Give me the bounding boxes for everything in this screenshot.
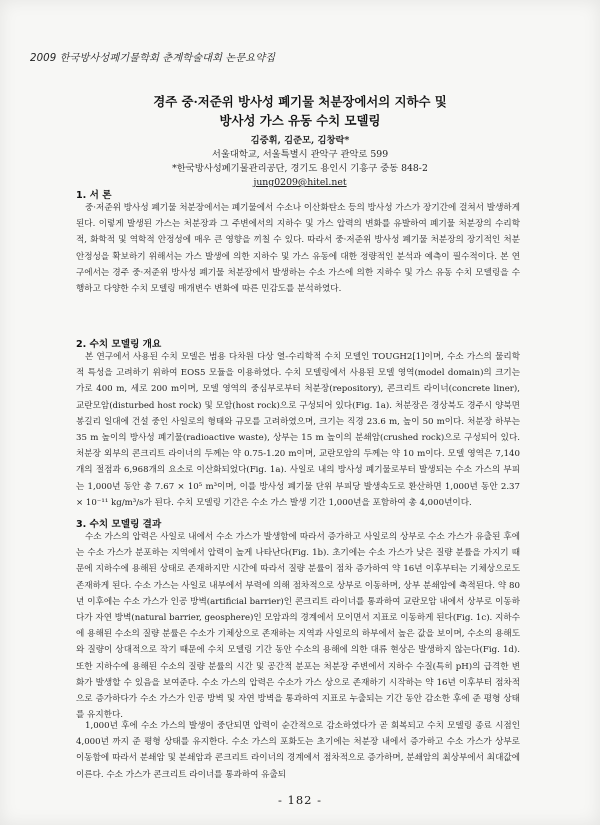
affiliation-1: 서울대학교, 서울특별시 관악구 관악로 599 (211, 149, 389, 160)
introduction-paragraph: 중·저준위 방사성 폐기물 처분장에서는 폐기물에서 수소나 이산화탄소 등의 방사성 가스가 장기간에 걸쳐서 발생하게 된다. 이렇게 발생된 가스는 처분장과 그 주변에서의 지하수 및 가스 압력의 변화를 유발하여 폐기물 처분장의 수리학적, 화학적 및 역학적 안정성에 매우 큰 영향을 끼칠 수 있다. 따라서 중·저준위 방사성 폐기물 처분장의 장기적인 처분 안정성을 확보하기 위해서는 가스 발생에 의한 지하수 및 가스 유동에 대한 정량적인 분석과 예측이 필수적이다. 본 연구에서는 경주 중·저준위 방사성 폐기물 처분장에서 발생하는 수소 가스에 의한 지하수 및 가스 유동 수치 모델링을 수행하고 다양한 수치 모델링 매개변수 변화에 따른 민감도를 분석하였다. (76, 203, 520, 295)
running-header: 2009 한국방사성폐기물학회 춘계학술대회 논문요약집 (30, 53, 276, 64)
page-number: - 182 - (277, 793, 323, 807)
results-paragraph-1: 수소 가스의 압력은 사일로 내에서 수소 가스가 발생함에 따라서 증가하고 사일로의 상부로 수소 가스가 유출된 후에는 수소 가스가 분포하는 지역에서 압력이 높게 나타난다(Fig. 1b). 초기에는 수소 가스가 낮은 질량 분률을 가지기 때문에 지하수에 용해된 상태로 존재하지만 시간에 따라서 질량 분률이 점차 증가하여 약 16년 이후부터는 기체상으로도 존재하게 된다. 수소 가스는 사일로 내부에서 부력에 의해 점차적으로 상부로 이동하며, 상부 분쇄암에 축적된다. 약 80년 이후에는 수소 가스가 인공 방벽(artificial barrier)인 콘크리트 라이너를 통과하여 교란모암 내에서 상부로 이동하다가 자연 방벽(natural barrier, geosphere)인 모암과의 경계에서 모이면서 지표로 이동하게 된다(Fig. 1c). 지하수에 용해된 수소의 질량 분률은 수소가 기체상으로 존재하는 지역과 사일로의 하부에서 높은 값을 보이며, 수소의 용해도와 질량이 상대적으로 작기 때문에 수치 모델링 기간 동안 수소의 용해에 의한 대류 현상은 발생하지 않는다(Fig. 1d). 또한 지하수에 용해된 수소의 질량 분률의 시간 및 공간적 분포는 처분장 주변에서 지하수 수질(특히 pH)의 급격한 변화가 발생할 수 있음을 보여준다. 수소 가스의 압력은 수소가 가스 상으로 존재하기 시작하는 약 16년 이후부터 점차적으로 증가하다가 수소 가스가 인공 방벽 및 자연 방벽을 통과하여 지표로 누출되는 기간 동안 감소한 후에 준 평형 상태를 유지한다. (76, 532, 520, 721)
model-overview-paragraph: 본 연구에서 사용된 수치 모델은 범용 다차원 다상 열-수리학적 수치 모델인 TOUGH2[1]이며, 수소 가스의 물리학적 특성을 고려하기 위하여 EOS5 모듈을 이용하였다. 수치 모델링에서 사용된 모델 영역(model domain)의 크기는 가로 400 m, 세로 200 m이며, 모델 영역의 중심부로부터 처분장(repository), 콘크리트 라이너(concrete liner), 교란모암(disturbed host rock) 및 모암(host rock)으로 구성되어 있다(Fig. 1a). 처분장은 경상북도 경주시 양북면 봉길리 일대에 건설 중인 사일로의 형태와 규모를 고려하였으며, 크기는 직경 23.6 m, 높이 50 m이다. 처분장 하부는 35 m 높이의 방사성 폐기물(radioactive waste), 상부는 15 m 높이의 분쇄암(crushed rock)으로 구성되어 있다. 처분장 외부의 콘크리트 라이너의 두께는 약 0.75-1.20 m이며, 교란모암의 두께는 약 10 m이다. 모델 영역은 7,140개의 절점과 6,968개의 요소로 이산화되었다(Fig. 1a). 사일로 내의 방사성 폐기물로부터 발생되는 수소 가스의 부피는 1,000년 동안 총 7.67 × 10⁵ m³이며, 이를 방사성 폐기물 단위 부피당 발생속도로 환산하면 1,000년 동안 2.37 × 10⁻¹¹ kg/m³/s가 된다. 수치 모델링 기간은 수소 가스 발생 기간 1,000년을 포함하여 총 4,000년이다. (76, 352, 520, 508)
paper-title-line-2: 방사성 가스 유동 수치 모델링 (219, 113, 381, 128)
results-paragraph-2: 1,000년 후에 수소 가스의 발생이 중단되면 압력이 순간적으로 감소하였다가 곧 회복되고 수치 모델링 종료 시점인 4,000년 까지 준 평형 상태를 유지한다. 수소 가스의 포화도는 초기에는 처분장 내에서 증가하고 수소 가스가 상부로 이동함에 따라서 분쇄암 및 분쇄암과 콘크리트 라이너의 경계에서 점차적으로 증가하며, 분쇄암의 최상부에서 최대값에 이른다. 수소 가스가 콘크리트 라이너를 통과하여 유출되 (76, 721, 520, 780)
section-heading-model-overview: 2. 수치 모델링 개요 (76, 339, 162, 350)
author-email: jung0209@hitel.net (253, 177, 347, 188)
author-list: 김중휘, 김준모, 김창락* (250, 135, 350, 146)
paper-title-line-1: 경주 중·저준위 방사성 폐기물 처분장에서의 지하수 및 (153, 94, 447, 109)
affiliation-2: *한국방사성폐기물관리공단, 경기도 용인시 기흥구 중동 848-2 (172, 163, 428, 174)
section-heading-introduction: 1. 서 론 (76, 190, 112, 201)
section-heading-results: 3. 수치 모델링 결과 (76, 519, 162, 530)
